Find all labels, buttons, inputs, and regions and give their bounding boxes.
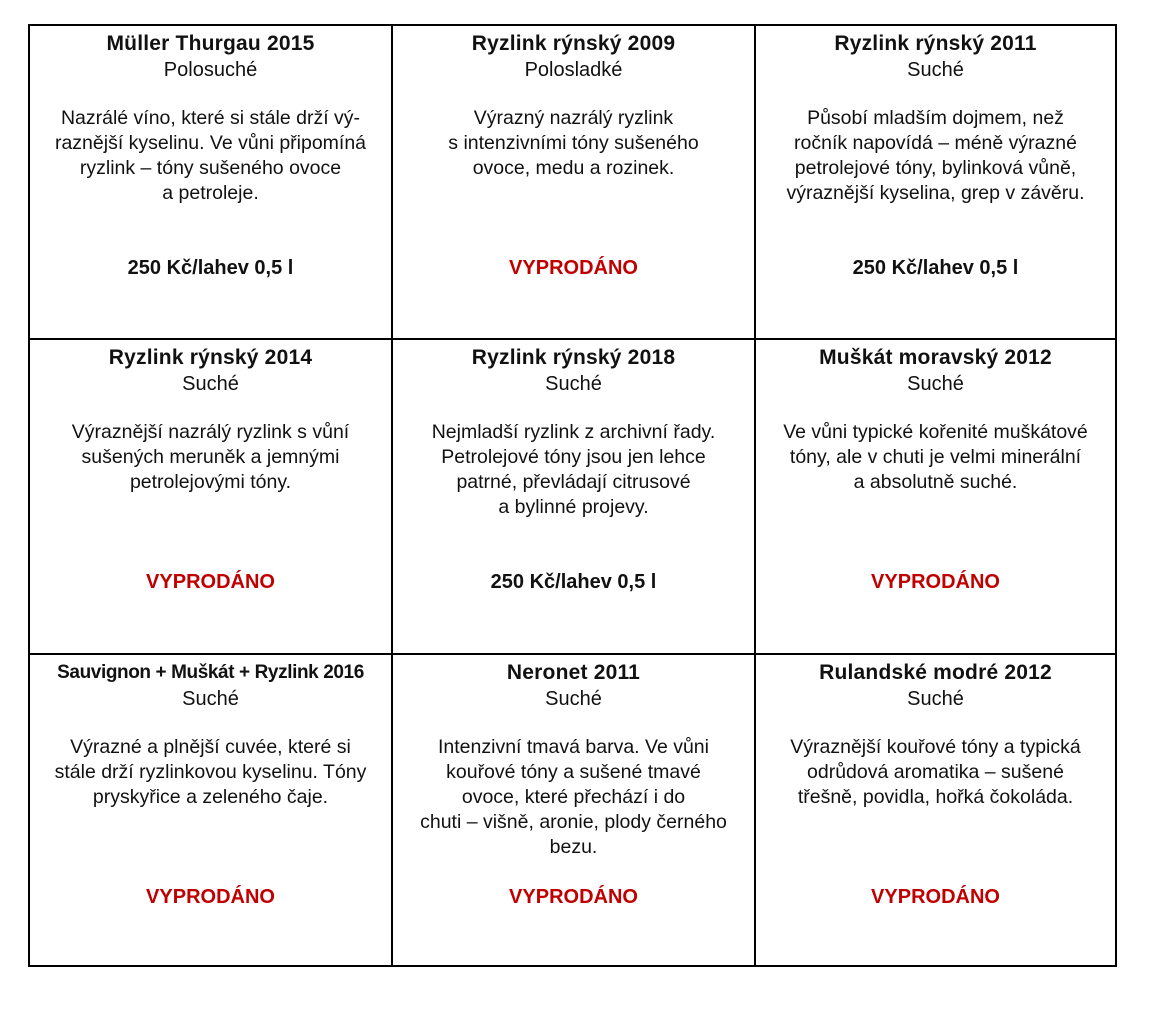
wine-name: Ryzlink rýnský 2011 xyxy=(834,32,1037,55)
wine-price: 250 Kč/lahev 0,5 l xyxy=(852,257,1019,279)
sold-out-label: VYPRODÁNO xyxy=(146,886,275,908)
wine-name: Müller Thurgau 2015 xyxy=(106,32,315,55)
wine-description: Výraznější nazrálý ryzlink s vůní sušených meruněk a jemnými petrolejovými tóny. xyxy=(71,421,350,493)
sold-out-label: VYPRODÁNO xyxy=(509,257,638,279)
wine-style: Polosuché xyxy=(163,59,258,81)
wine-style: Suché xyxy=(907,688,964,710)
wine-price: 250 Kč/lahev 0,5 l xyxy=(490,571,657,593)
wine-cell xyxy=(393,340,756,655)
wine-description: Nejmladší ryzlink z archivní řady. Petrolejové tóny jsou jen lehce patrné, převládají citrusové a bylinné projevy. xyxy=(431,421,716,518)
wine-description: Výrazný nazrálý ryzlink s intenzivními tóny sušeného ovoce, medu a rozinek. xyxy=(448,107,699,179)
sold-out-label: VYPRODÁNO xyxy=(509,886,638,908)
wine-cell xyxy=(756,340,1115,655)
wine-name: Muškát moravský 2012 xyxy=(819,346,1052,369)
wine-cell xyxy=(30,26,393,340)
wine-name: Ryzlink rýnský 2018 xyxy=(471,346,676,369)
sold-out-label: VYPRODÁNO xyxy=(871,886,1000,908)
sold-out-label: VYPRODÁNO xyxy=(871,571,1000,593)
wine-name: Ryzlink rýnský 2014 xyxy=(108,346,313,369)
wine-description: Působí mladším dojmem, než ročník napovídá – méně výrazné petrolejové tóny, bylinková vůně, výraznější kyselina, grep v závěru. xyxy=(786,107,1085,204)
wine-name: Rulandské modré 2012 xyxy=(819,661,1052,684)
wine-price: 250 Kč/lahev 0,5 l xyxy=(127,257,294,279)
wine-cell xyxy=(30,655,393,965)
wine-cell xyxy=(756,655,1115,965)
wine-cell xyxy=(393,26,756,340)
wine-description: Ve vůni typické kořenité muškátové tóny, ale v chuti je velmi minerální a absolutně suché. xyxy=(783,421,1088,493)
wine-style: Suché xyxy=(545,373,602,395)
wine-description: Nazrálé víno, které si stále drží vý- raznější kyselinu. Ve vůni připomíná ryzlink – tóny sušeného ovoce a petroleje. xyxy=(54,107,367,204)
wine-style: Suché xyxy=(907,59,964,81)
wine-description: Intenzivní tmavá barva. Ve vůni kouřové tóny a sušené tmavé ovoce, které přechází i do chuti – višně, aronie, plody černého bezu. xyxy=(420,736,727,858)
wine-cell xyxy=(756,26,1115,340)
wine-style: Polosladké xyxy=(524,59,623,81)
wine-description: Výraznější kouřové tóny a typická odrůdová aromatika – sušené třešně, povidla, hořká čokoláda. xyxy=(790,736,1081,808)
wine-style: Suché xyxy=(182,688,239,710)
wine-cell xyxy=(30,340,393,655)
wine-cell xyxy=(393,655,756,965)
wine-name: Ryzlink rýnský 2009 xyxy=(471,32,676,55)
wine-name: Sauvignon + Muškát + Ryzlink 2016 xyxy=(57,662,364,683)
wine-style: Suché xyxy=(545,688,602,710)
wine-style: Suché xyxy=(182,373,239,395)
wine-style: Suché xyxy=(907,373,964,395)
wine-name: Neronet 2011 xyxy=(506,661,641,684)
wine-description: Výrazné a plnější cuvée, které si stále drží ryzlinkovou kyselinu. Tóny pryskyřice a zeleného čaje. xyxy=(54,736,367,808)
wine-table xyxy=(28,24,1117,967)
sold-out-label: VYPRODÁNO xyxy=(146,571,275,593)
